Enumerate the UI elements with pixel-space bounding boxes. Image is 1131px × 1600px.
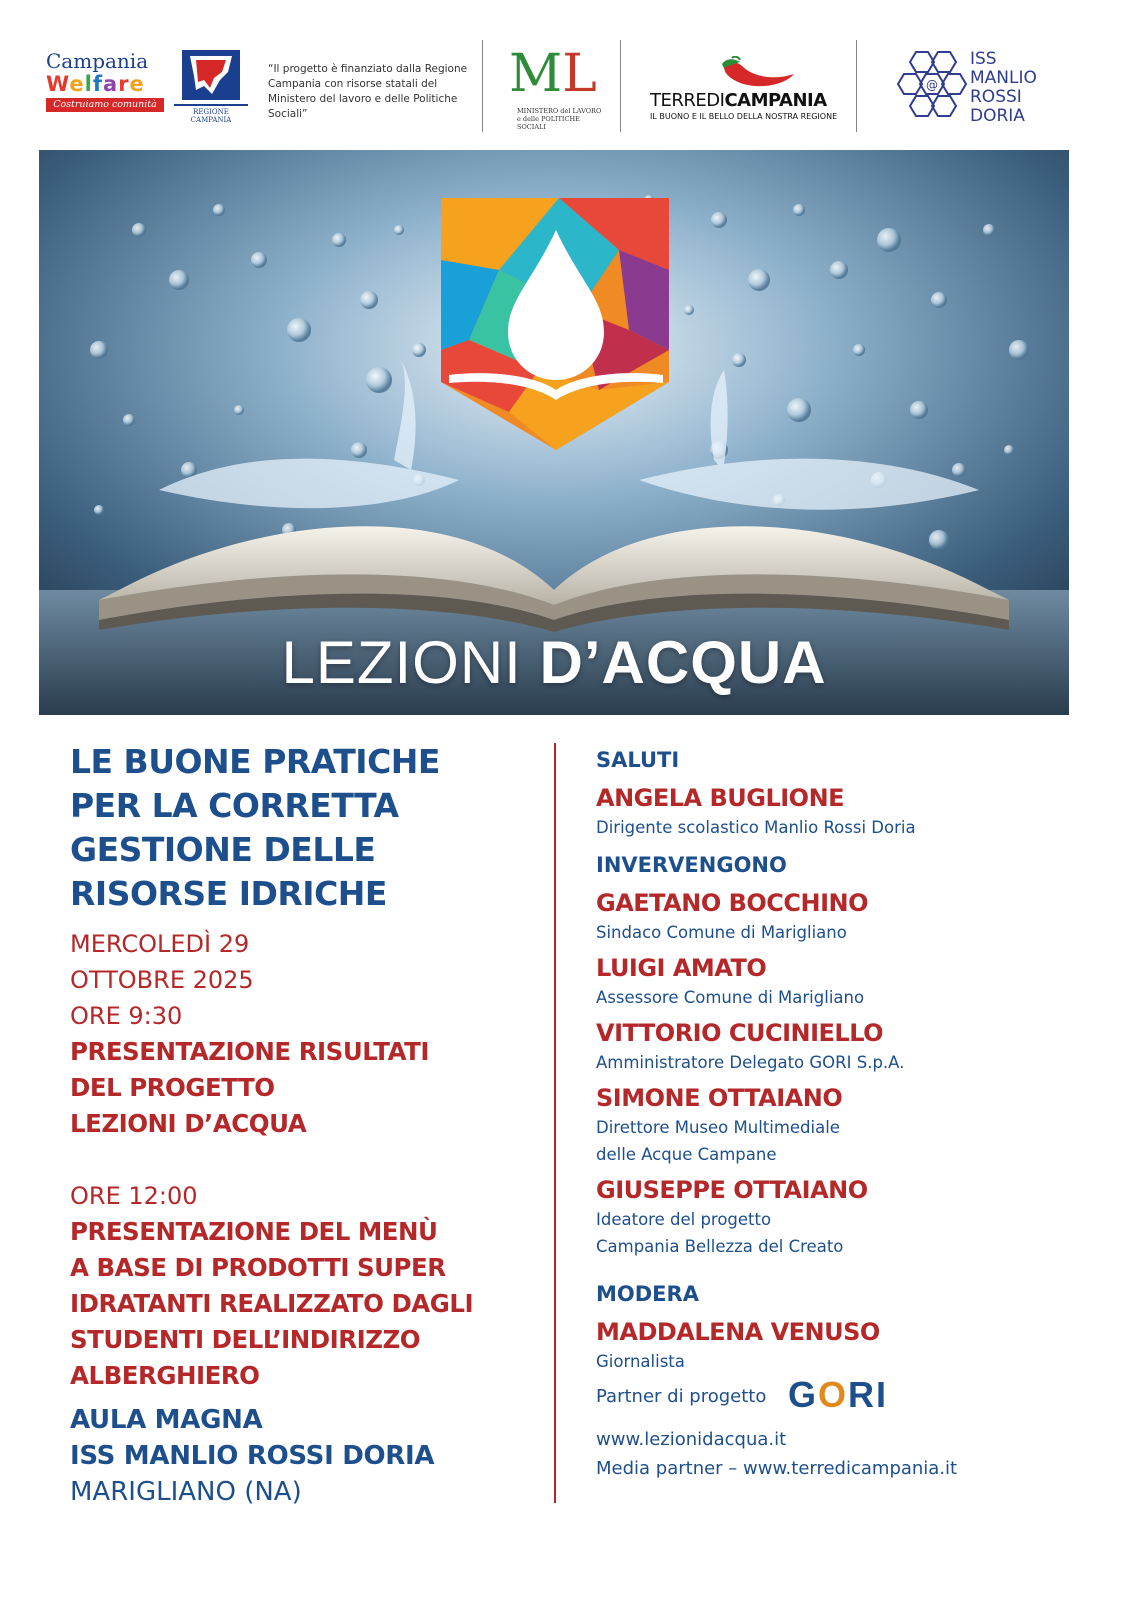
speaker-role: Direttore Museo Multimediale xyxy=(596,1118,840,1137)
speaker xyxy=(596,782,1076,841)
header-divider xyxy=(856,40,857,132)
ministero-caption: MINISTERO del LAVORO e delle POLITICHE SOCIALI xyxy=(517,107,602,131)
speakers-list xyxy=(596,742,1076,1483)
terre-di-campania-logo xyxy=(648,48,838,128)
speaker xyxy=(596,1316,1076,1375)
speaker-role: delle Acque Campane xyxy=(596,1145,777,1164)
terre-di-campania-tagline: IL BUONO E IL BELLO DELLA NOSTRA REGIONE xyxy=(650,112,838,121)
speaker xyxy=(596,1174,1076,1260)
gori-logo: GORI xyxy=(788,1374,889,1415)
terre-di-campania-title: TERREDICAMPANIA xyxy=(650,90,827,111)
speaker-name: VITTORIO CUCINIELLO xyxy=(596,1019,884,1047)
speaker xyxy=(596,952,1076,1011)
chili-pepper-icon xyxy=(720,56,798,90)
funding-quote: “Il progetto è finanziato dalla Regione Campania con risorse statali del Ministero del lavoro e delle Politiche Sociali” xyxy=(268,63,468,120)
project-partner xyxy=(596,1374,1076,1425)
speaker-role: Sindaco Comune di Marigliano xyxy=(596,923,847,942)
website-link[interactable]: www.lezionidacqua.it xyxy=(596,1429,787,1450)
speaker-role: Dirigente scolastico Manlio Rossi Doria xyxy=(596,818,916,837)
svg-text:@: @ xyxy=(926,78,938,92)
campania-welfare-line2: Welfare xyxy=(46,72,145,96)
event-details xyxy=(70,740,540,1510)
header-divider xyxy=(620,40,621,132)
speaker-role: Giornalista xyxy=(596,1352,685,1371)
campania-welfare-logo xyxy=(46,50,166,112)
campania-welfare-line1: Campania xyxy=(46,49,149,73)
event-venue: AULA MAGNA ISS MANLIO ROSSI DORIA xyxy=(70,1405,435,1471)
speaker-role: Amministratore Delegato GORI S.p.A. xyxy=(596,1053,905,1072)
speaker-name: MADDALENA VENUSO xyxy=(596,1318,880,1346)
speaker xyxy=(596,1082,1076,1168)
hero-title: LEZIONI D’ACQUA xyxy=(281,629,827,696)
logo-header xyxy=(0,0,1131,150)
speaker-name: ANGELA BUGLIONE xyxy=(596,784,845,812)
section-label-saluti: SALUTI xyxy=(596,748,680,772)
session-2-title: PRESENTAZIONE DEL MENÙ A BASE DI PRODOTTI SUPER IDRATANTI REALIZZATO DAGLI STUDENTI DELL’INDIRIZZO ALBERGHIERO xyxy=(70,1217,474,1390)
event-date: MERCOLEDÌ 29 OTTOBRE 2025 ORE 9:30 xyxy=(70,930,254,1030)
column-divider xyxy=(554,743,556,1503)
section-label-intervengono: INVERVENGONO xyxy=(596,853,787,877)
ministero-letter-l: L xyxy=(562,44,597,104)
speaker-role: Assessore Comune di Marigliano xyxy=(596,988,865,1007)
session-2-time: ORE 12:00 xyxy=(70,1182,198,1210)
section-label-modera: MODERA xyxy=(596,1282,699,1306)
speaker-role: Ideatore del progetto xyxy=(596,1210,772,1229)
speaker xyxy=(596,887,1076,946)
event-headline: LE BUONE PRATICHE PER LA CORRETTA GESTIONE DELLE RISORSE IDRICHE xyxy=(70,742,440,913)
speaker-role: Campania Bellezza del Creato xyxy=(596,1237,844,1256)
hero-banner xyxy=(39,150,1069,715)
partner-label: Partner di progetto xyxy=(596,1386,767,1407)
session-1-title: PRESENTAZIONE RISULTATI DEL PROGETTO LEZIONI D’ACQUA xyxy=(70,1037,429,1138)
iss-manlio-rossi-doria-logo xyxy=(896,48,1056,128)
regione-campania-logo xyxy=(174,50,248,124)
speaker-name: GIUSEPPE OTTAIANO xyxy=(596,1176,868,1204)
ministero-lavoro-logo xyxy=(497,44,607,131)
header-divider xyxy=(482,40,483,132)
campania-welfare-ribbon: Costruiamo comunità xyxy=(46,98,164,112)
iss-name: ISS MANLIO ROSSI DORIA xyxy=(970,49,1037,126)
regione-campania-label: REGIONE CAMPANIA xyxy=(174,104,248,124)
hexagon-network-icon xyxy=(896,48,968,124)
speaker-name: GAETANO BOCCHINO xyxy=(596,889,869,917)
media-partner-link[interactable]: Media partner – www.terredicampania.it xyxy=(596,1458,958,1479)
regione-campania-crest-icon xyxy=(182,50,240,100)
ministero-letter-m: M xyxy=(509,44,563,104)
event-city: MARIGLIANO (NA) xyxy=(70,1477,302,1507)
speaker-name: LUIGI AMATO xyxy=(596,954,767,982)
speaker xyxy=(596,1017,1076,1076)
speaker-name: SIMONE OTTAIANO xyxy=(596,1084,843,1112)
